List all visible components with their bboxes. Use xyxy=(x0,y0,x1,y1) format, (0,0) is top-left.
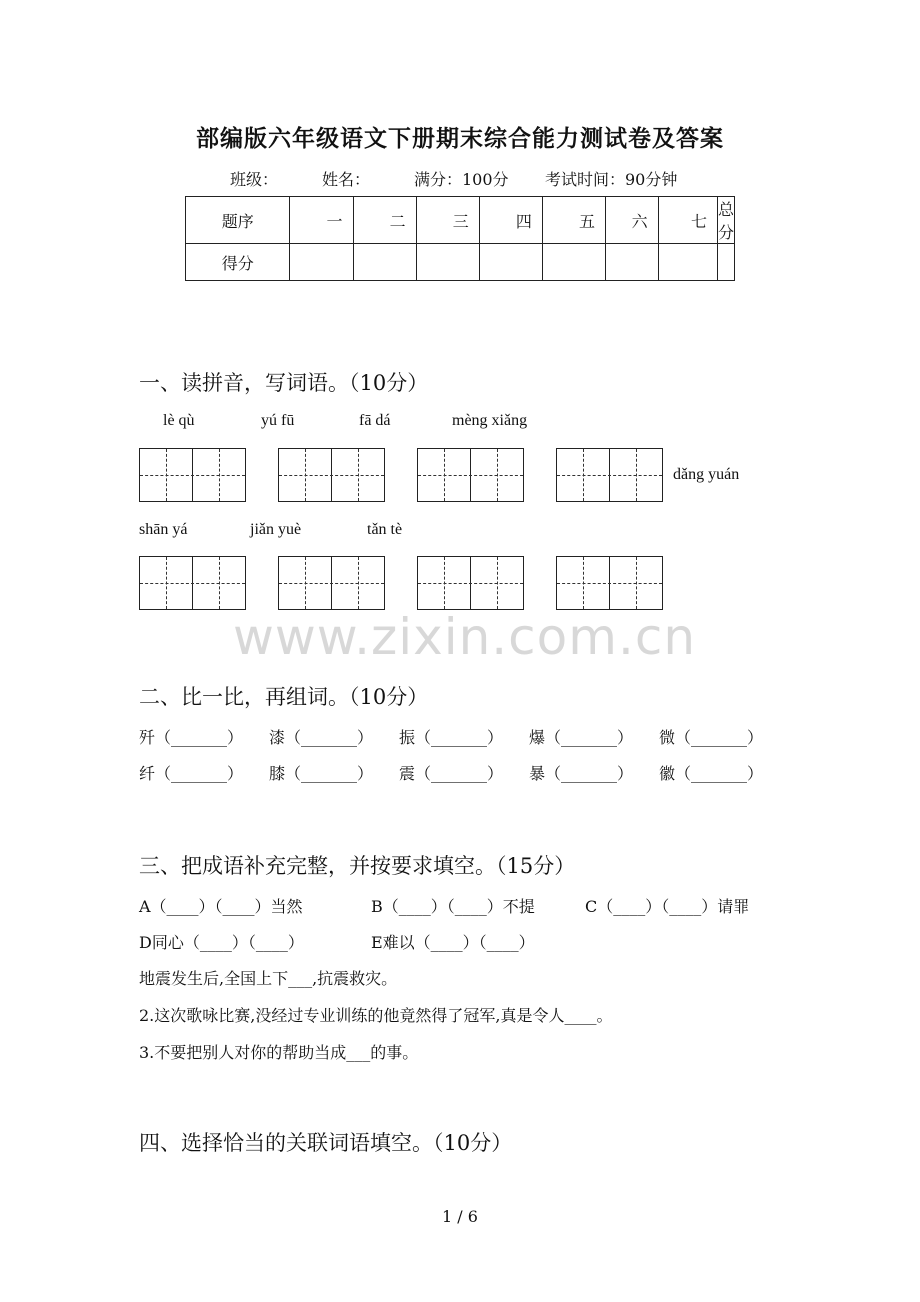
pinyin-label: dǎng yuán xyxy=(673,466,740,483)
class-label: 班级： xyxy=(230,170,279,189)
word-pair-item[interactable]: 振（_______） xyxy=(399,728,504,747)
idiom-item-a[interactable]: A（____）（____）当然 xyxy=(139,897,303,916)
name-label: 姓名： xyxy=(322,170,371,189)
pinyin-label: shān yá xyxy=(139,521,188,538)
writing-grid[interactable] xyxy=(139,448,246,502)
page-title: 部编版六年级语文下册期末综合能力测试卷及答案 xyxy=(196,125,724,152)
word-pair-item[interactable]: 膝（_______） xyxy=(269,764,374,783)
section4-heading: 四、选择恰当的关联词语填空。（10分） xyxy=(139,1131,513,1155)
score-table-cell: 五 xyxy=(542,197,605,244)
score-table-cell: 三 xyxy=(416,197,479,244)
pinyin-label: tǎn tè xyxy=(367,521,403,538)
word-pair-item[interactable]: 震（_______） xyxy=(399,764,504,783)
score-table-cell: 一 xyxy=(290,197,353,244)
score-table-cell: 四 xyxy=(479,197,542,244)
word-pair-item[interactable]: 歼（_______） xyxy=(139,728,244,747)
idiom-item-c[interactable]: C（____）（____）请罪 xyxy=(585,897,750,916)
fill-question-1[interactable]: 地震发生后,全国上下___,抗震救灾。 xyxy=(139,969,398,988)
writing-grid[interactable] xyxy=(556,556,663,610)
idiom-item-d[interactable]: D同心（____）（____） xyxy=(139,933,304,952)
score-table-cell: 二 xyxy=(353,197,416,244)
score-table-cell: 题序 xyxy=(186,197,290,244)
fill-question-2[interactable]: 2.这次歌咏比赛,没经过专业训练的他竟然得了冠军,真是令人____。 xyxy=(139,1006,613,1025)
score-table-cell: 七 xyxy=(658,197,717,244)
idiom-item-b[interactable]: B（____）（____）不提 xyxy=(371,897,535,916)
score-table-cell: 六 xyxy=(605,197,658,244)
fill-question-3[interactable]: 3.不要把别人对你的帮助当成___的事。 xyxy=(139,1043,419,1062)
word-pair-item[interactable]: 纤（_______） xyxy=(139,764,244,783)
score-entry-cell[interactable] xyxy=(605,244,658,281)
score-table-header-row xyxy=(186,197,735,244)
word-pair-item[interactable]: 微（_______） xyxy=(659,728,764,747)
idiom-item-e[interactable]: E难以（____）（____） xyxy=(371,933,535,952)
word-pair-item[interactable]: 暴（_______） xyxy=(529,764,634,783)
word-pair-item[interactable]: 徽（_______） xyxy=(659,764,764,783)
pinyin-label: lè qù xyxy=(163,412,195,429)
writing-grid[interactable] xyxy=(278,448,385,502)
pinyin-label: mèng xiǎng xyxy=(452,412,528,429)
score-entry-cell[interactable] xyxy=(479,244,542,281)
pinyin-label: fā dá xyxy=(359,412,391,429)
score-table-score-row xyxy=(186,244,735,281)
score-entry-cell[interactable] xyxy=(658,244,717,281)
section3-heading: 三、把成语补充完整，并按要求填空。（15分） xyxy=(139,854,576,878)
score-entry-cell[interactable] xyxy=(416,244,479,281)
score-entry-cell[interactable] xyxy=(290,244,353,281)
score-entry-cell[interactable] xyxy=(353,244,416,281)
writing-grid[interactable] xyxy=(278,556,385,610)
word-pair-item[interactable]: 漆（_______） xyxy=(269,728,374,747)
pinyin-label: jiǎn yuè xyxy=(250,521,302,538)
watermark-text: www.zixin.com.cn xyxy=(233,608,697,666)
writing-grid[interactable] xyxy=(139,556,246,610)
section1-heading: 一、读拼音，写词语。（10分） xyxy=(139,371,429,395)
writing-grid[interactable] xyxy=(556,448,663,502)
full-score: 满分：100分 xyxy=(414,170,509,189)
score-entry-cell[interactable] xyxy=(717,244,734,281)
score-entry-cell[interactable] xyxy=(542,244,605,281)
writing-grid[interactable] xyxy=(417,448,524,502)
score-table-cell: 总分 xyxy=(717,197,734,244)
score-table xyxy=(185,196,735,281)
word-pair-item[interactable]: 爆（_______） xyxy=(529,728,634,747)
score-table-cell: 得分 xyxy=(186,244,290,281)
pinyin-label: yú fū xyxy=(261,412,295,429)
writing-grid[interactable] xyxy=(417,556,524,610)
page-number: 1 / 6 xyxy=(442,1207,478,1226)
section2-heading: 二、比一比，再组词。（10分） xyxy=(139,685,429,709)
exam-time: 考试时间：90分钟 xyxy=(545,170,678,189)
